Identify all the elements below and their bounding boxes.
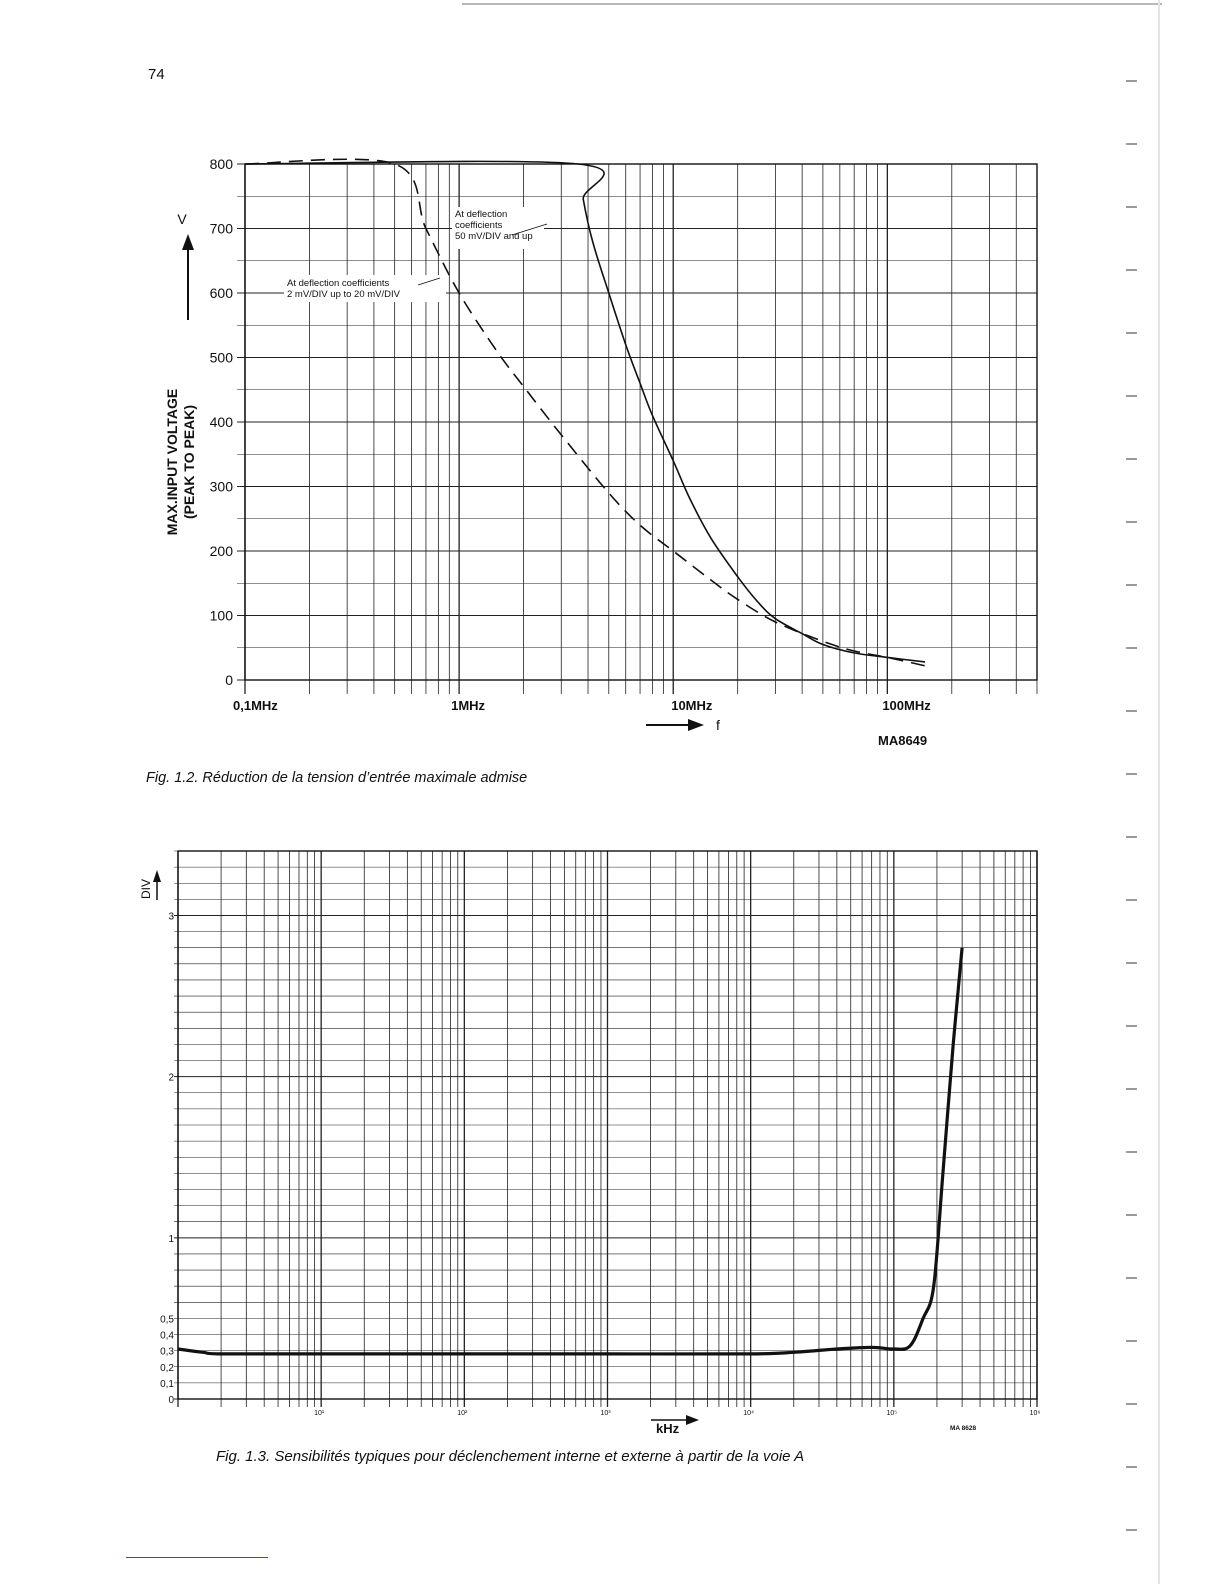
x-tick-label: 10⁴ [743,1410,755,1417]
y-tick-label: 0 [225,672,233,688]
figure-1-3-caption: Fig. 1.3. Sensibilités typiques pour déclenchement interne et externe à partir de la voie A [216,1448,805,1465]
y-tick-label: 2 [168,1072,174,1084]
y-axis-sublabel: (PEAK TO PEAK) [181,404,197,520]
y-axis-label: MAX.INPUT VOLTAGE [164,388,180,536]
y-tick-label: 0,5 [160,1314,174,1326]
chart2-grid [174,851,1037,1407]
figure-reference: MA8649 [878,733,928,748]
y-tick-label: 0,1 [160,1378,174,1390]
x-axis-label: kHz [656,1421,680,1436]
y-tick-label: 0 [168,1395,174,1406]
y-tick-label: 800 [209,156,233,172]
y-tick-label: 300 [209,478,233,495]
x-tick-label: 10² [457,1410,468,1417]
annotation-1-line: At deflection [455,209,508,220]
y-tick-label: 700 [209,220,233,237]
annotation-2-line: 2 mV/DIV up to 20 mV/DIV [287,289,400,300]
y-tick-label: 0,2 [160,1362,174,1374]
y-tick-label: 200 [209,543,233,559]
chart2-tick-labels [160,911,1040,1417]
figure-1-2-caption: Fig. 1.2. Réduction de la tension d’entrée maximale admise [146,770,528,786]
footer-rule [126,1557,268,1558]
y-tick-label: 500 [209,349,233,366]
x-tick-label: 10MHz [671,698,713,713]
y-tick-label: 400 [209,414,233,430]
annotation-1-line: 50 mV/DIV and up [455,231,533,242]
y-unit-label: V [177,211,187,227]
x-tick-label: 0,1MHz [233,698,278,713]
x-axis-label: f [716,717,720,733]
chart2-series [178,948,962,1354]
y-tick-label: 3 [168,911,174,923]
y-tick-label: 0,4 [160,1330,174,1342]
series-trigger-sensitivity [178,948,962,1354]
x-tick-label: 10⁶ [1029,1410,1041,1417]
y-tick-label: 100 [209,607,233,624]
annotation-1-line: coefficients [455,220,503,231]
x-axis-arrowhead [686,1415,699,1425]
x-tick-label: 10¹ [314,1410,325,1417]
y-tick-label: 1 [168,1233,174,1245]
figure-reference: MA 8628 [950,1425,977,1432]
page-number: 74 [148,66,165,83]
annotation-2-line: At deflection coefficients [287,278,390,289]
y-axis-arrowhead [153,870,161,882]
x-tick-label: 10⁵ [886,1410,898,1417]
y-axis-label: DIV [139,878,153,900]
x-tick-label: 10³ [600,1410,611,1417]
x-tick-label: 1MHz [451,698,486,713]
x-tick-label: 100MHz [882,698,931,713]
y-tick-label: 600 [209,285,233,301]
y-tick-label: 0,3 [160,1346,174,1358]
